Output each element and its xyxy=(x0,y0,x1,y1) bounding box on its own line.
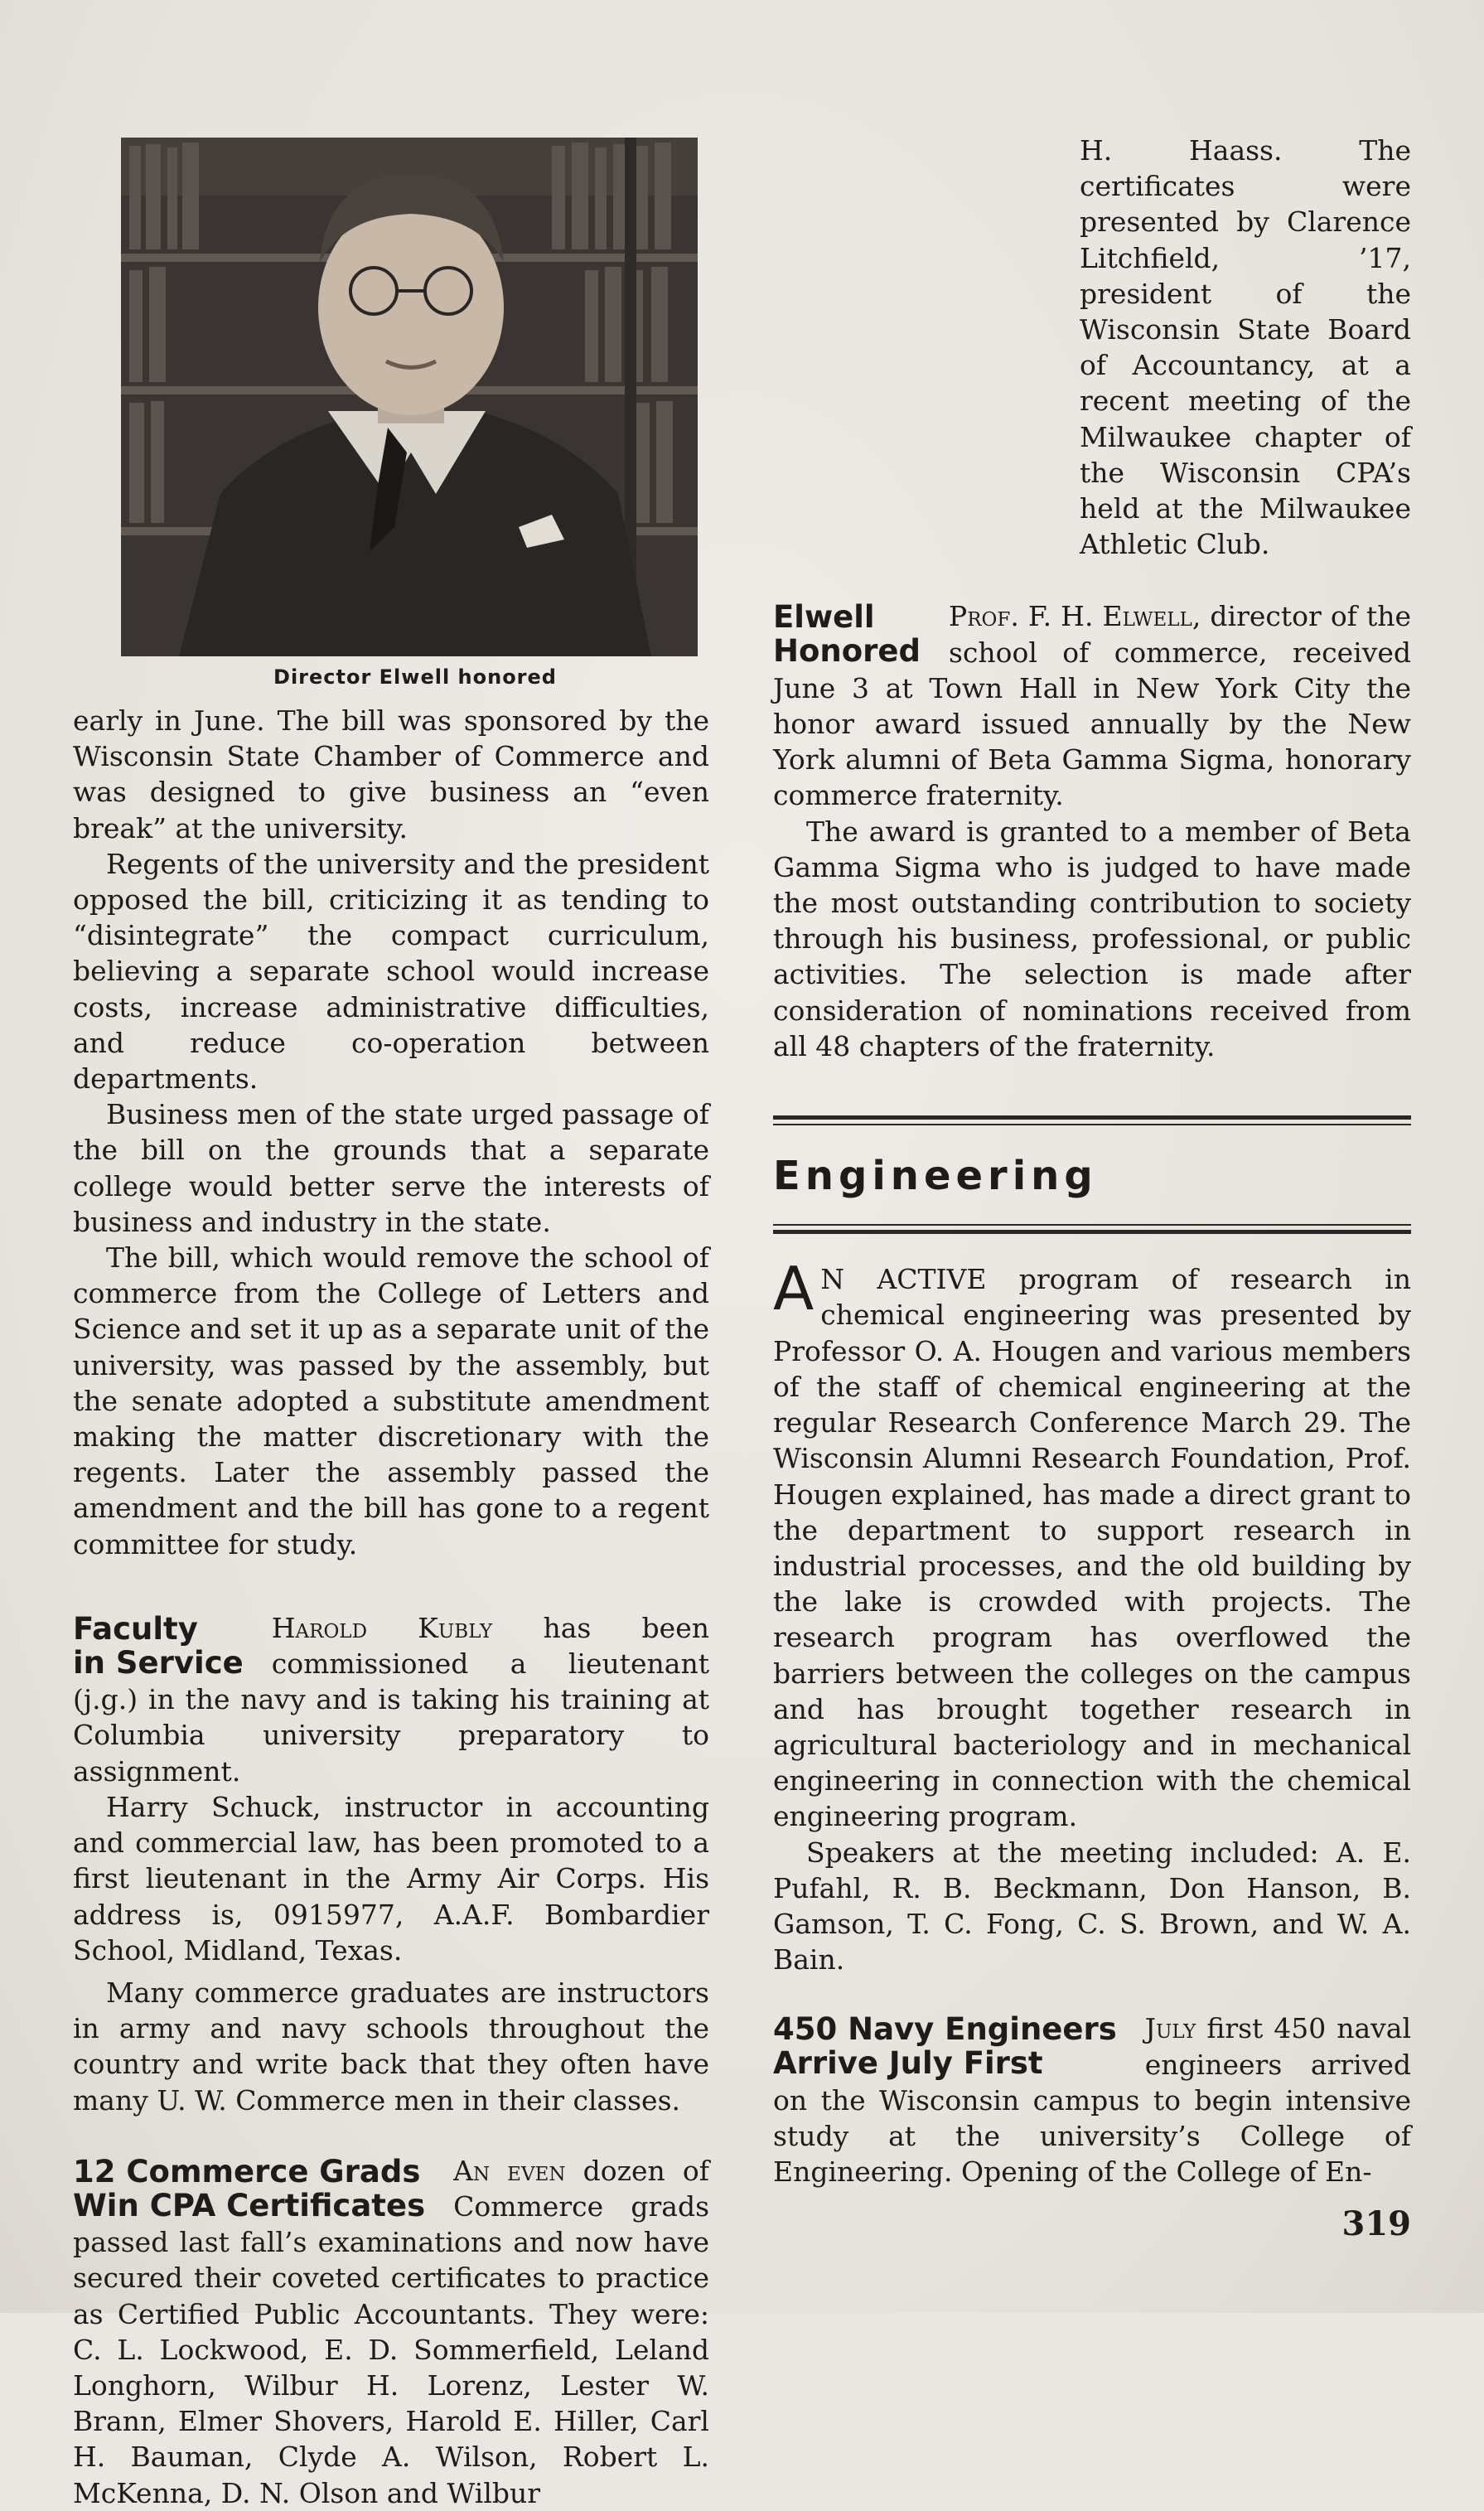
right-column xyxy=(773,133,1411,2189)
navy-lead: July xyxy=(1144,2012,1196,2045)
elwell-paragraph-1: director of the school of commerce, received June 3 at Town Hall in New York City the honor award issued annually by the New York alumni of Beta Gamma Sigma, honorary commerce fraternity. xyxy=(773,600,1411,812)
faculty-paragraph-3: Many commerce graduates are instructors in army and navy schools throughout the country and write back that they often have many U. W. Commerce men in their classes. xyxy=(73,1976,709,2117)
section-title-engineering: Engineering xyxy=(773,1153,1098,1200)
cpa-lead: An even xyxy=(453,2154,566,2187)
elwell-heading: Elwell Honored xyxy=(773,599,921,670)
faculty-section xyxy=(73,1610,709,1789)
engineering-paragraph-2: Speakers at the meeting included: A. E. Pufahl, R. B. Beckmann, Don Hanson, B. Gamson, T. C. Fong, C. S. Brown, and W. A. Bain. xyxy=(773,1836,1411,1976)
left-paragraph-4: The bill, which would remove the school of commerce from the College of Letters and Science and set it up as a separate unit of the university, was passed by the assembly, but the senate adopted a substitute amendment making the matter discretionary with the regents. Later the assembly passed the amendment and the bill has gone to a regent committee for study. xyxy=(73,1241,709,1560)
elwell-portrait-photo xyxy=(121,138,698,656)
engineering-paragraph-1-text: N ACTIVE program of research in chemical engineering was presented by Professor O. A. Hougen and various members of the staff of chemical engineering at the regular Research Conference March 29. The Wisconsin Alumni Research Foundation, Prof. Hougen explained, has made a direct grant to the department to support research in industrial processes, and the old building by the lake is crowded with projects. The research program has overflowed the barriers between the colleges on the campus and has brought together research in agricultural bacteriology and in mechanical engineering in connection with the chemical engineering program. xyxy=(773,1263,1411,1833)
page-number: 319 xyxy=(1341,2204,1411,2243)
faculty-paragraph-1: has been commissioned a lieutenant (j.g.) in the navy and is taking his training at Columbia university preparatory to assignment. xyxy=(73,1611,709,1788)
left-column xyxy=(73,133,709,2511)
cpa-heading: 12 Commerce Grads Win CPA Certificates xyxy=(73,2153,426,2223)
section-rule-bottom xyxy=(773,1230,1411,1234)
navy-paragraph-1: first 450 naval engineers arrived on the Wisconsin campus to begin intensive study at the university’s College of Engineering. Opening of the College of En- xyxy=(773,2012,1411,2189)
left-paragraph-3: Business men of the state urged passage of the bill on the grounds that a separate college would better serve the interests of business and industry in the state. xyxy=(73,1098,709,1238)
left-paragraph-1: early in June. The bill was sponsored by the Wisconsin State Chamber of Commerce and was designed to give business an “even break” at the university. xyxy=(73,704,709,844)
section-rule-bottom-thin xyxy=(773,1224,1411,1226)
faculty-heading: Faculty in Service xyxy=(73,1610,244,1681)
right-paragraph-1: H. Haass. The certificates were presented by Clarence Litchfield, ’17, president of the Wisconsin State Board of Accountancy, at a recent meeting of the Milwaukee chapter of the Wisconsin CPA’s held at the Milwaukee Athletic Club. xyxy=(1080,134,1411,561)
elwell-paragraph-2: The award is granted to a member of Beta Gamma Sigma who is judged to have made the most outstanding contribution to society through his business, professional, or public activities. The selection is made after consideration of nominations received from all 48 chapters of the fraternity. xyxy=(773,815,1411,1062)
navy-section xyxy=(773,2010,1411,2189)
section-rule-top-thin xyxy=(773,1124,1411,1125)
faculty-lead-name: Harold Kubly xyxy=(271,1611,493,1644)
photo-block xyxy=(121,138,709,703)
elwell-section xyxy=(773,598,1411,813)
navy-heading: 450 Navy Engineers Arrive July First xyxy=(773,2011,1117,2082)
elwell-lead: Prof. F. H. Elwell, xyxy=(948,600,1201,633)
section-rule-top xyxy=(773,1115,1411,1120)
left-paragraph-2: Regents of the university and the president opposed the bill, criticizing it as tending to “disintegrate” the compact curriculum, believing a separate school would increase costs, increase administrative difficulties, and reduce co-operation between departments. xyxy=(73,847,709,1096)
engineering-paragraph-1 xyxy=(773,1254,1411,1834)
cpa-section xyxy=(73,2153,709,2511)
drop-cap: A xyxy=(773,1254,815,1324)
photo-caption: Director Elwell honored xyxy=(273,665,557,689)
cpa-paragraph-1: dozen of Commerce grads passed last fall’s examinations and now have secured their coveted certificates to practice as Certified Public Accountants. They were: C. L. Lockwood, E. D. Sommerfield, Leland Longhorn, Wilbur H. Lorenz, Lester W. Brann, Elmer Shovers, Harold E. Hiller, Carl H. Bauman, Clyde A. Wilson, Robert L. McKenna, D. N. Olson and Wilbur xyxy=(73,2154,709,2509)
faculty-paragraph-2: Harry Schuck, instructor in accounting and commercial law, has been promoted to a first lieutenant in the Army Air Corps. His address is, 0915977, A.A.F. Bombardier School, Midland, Texas. xyxy=(73,1790,709,1967)
